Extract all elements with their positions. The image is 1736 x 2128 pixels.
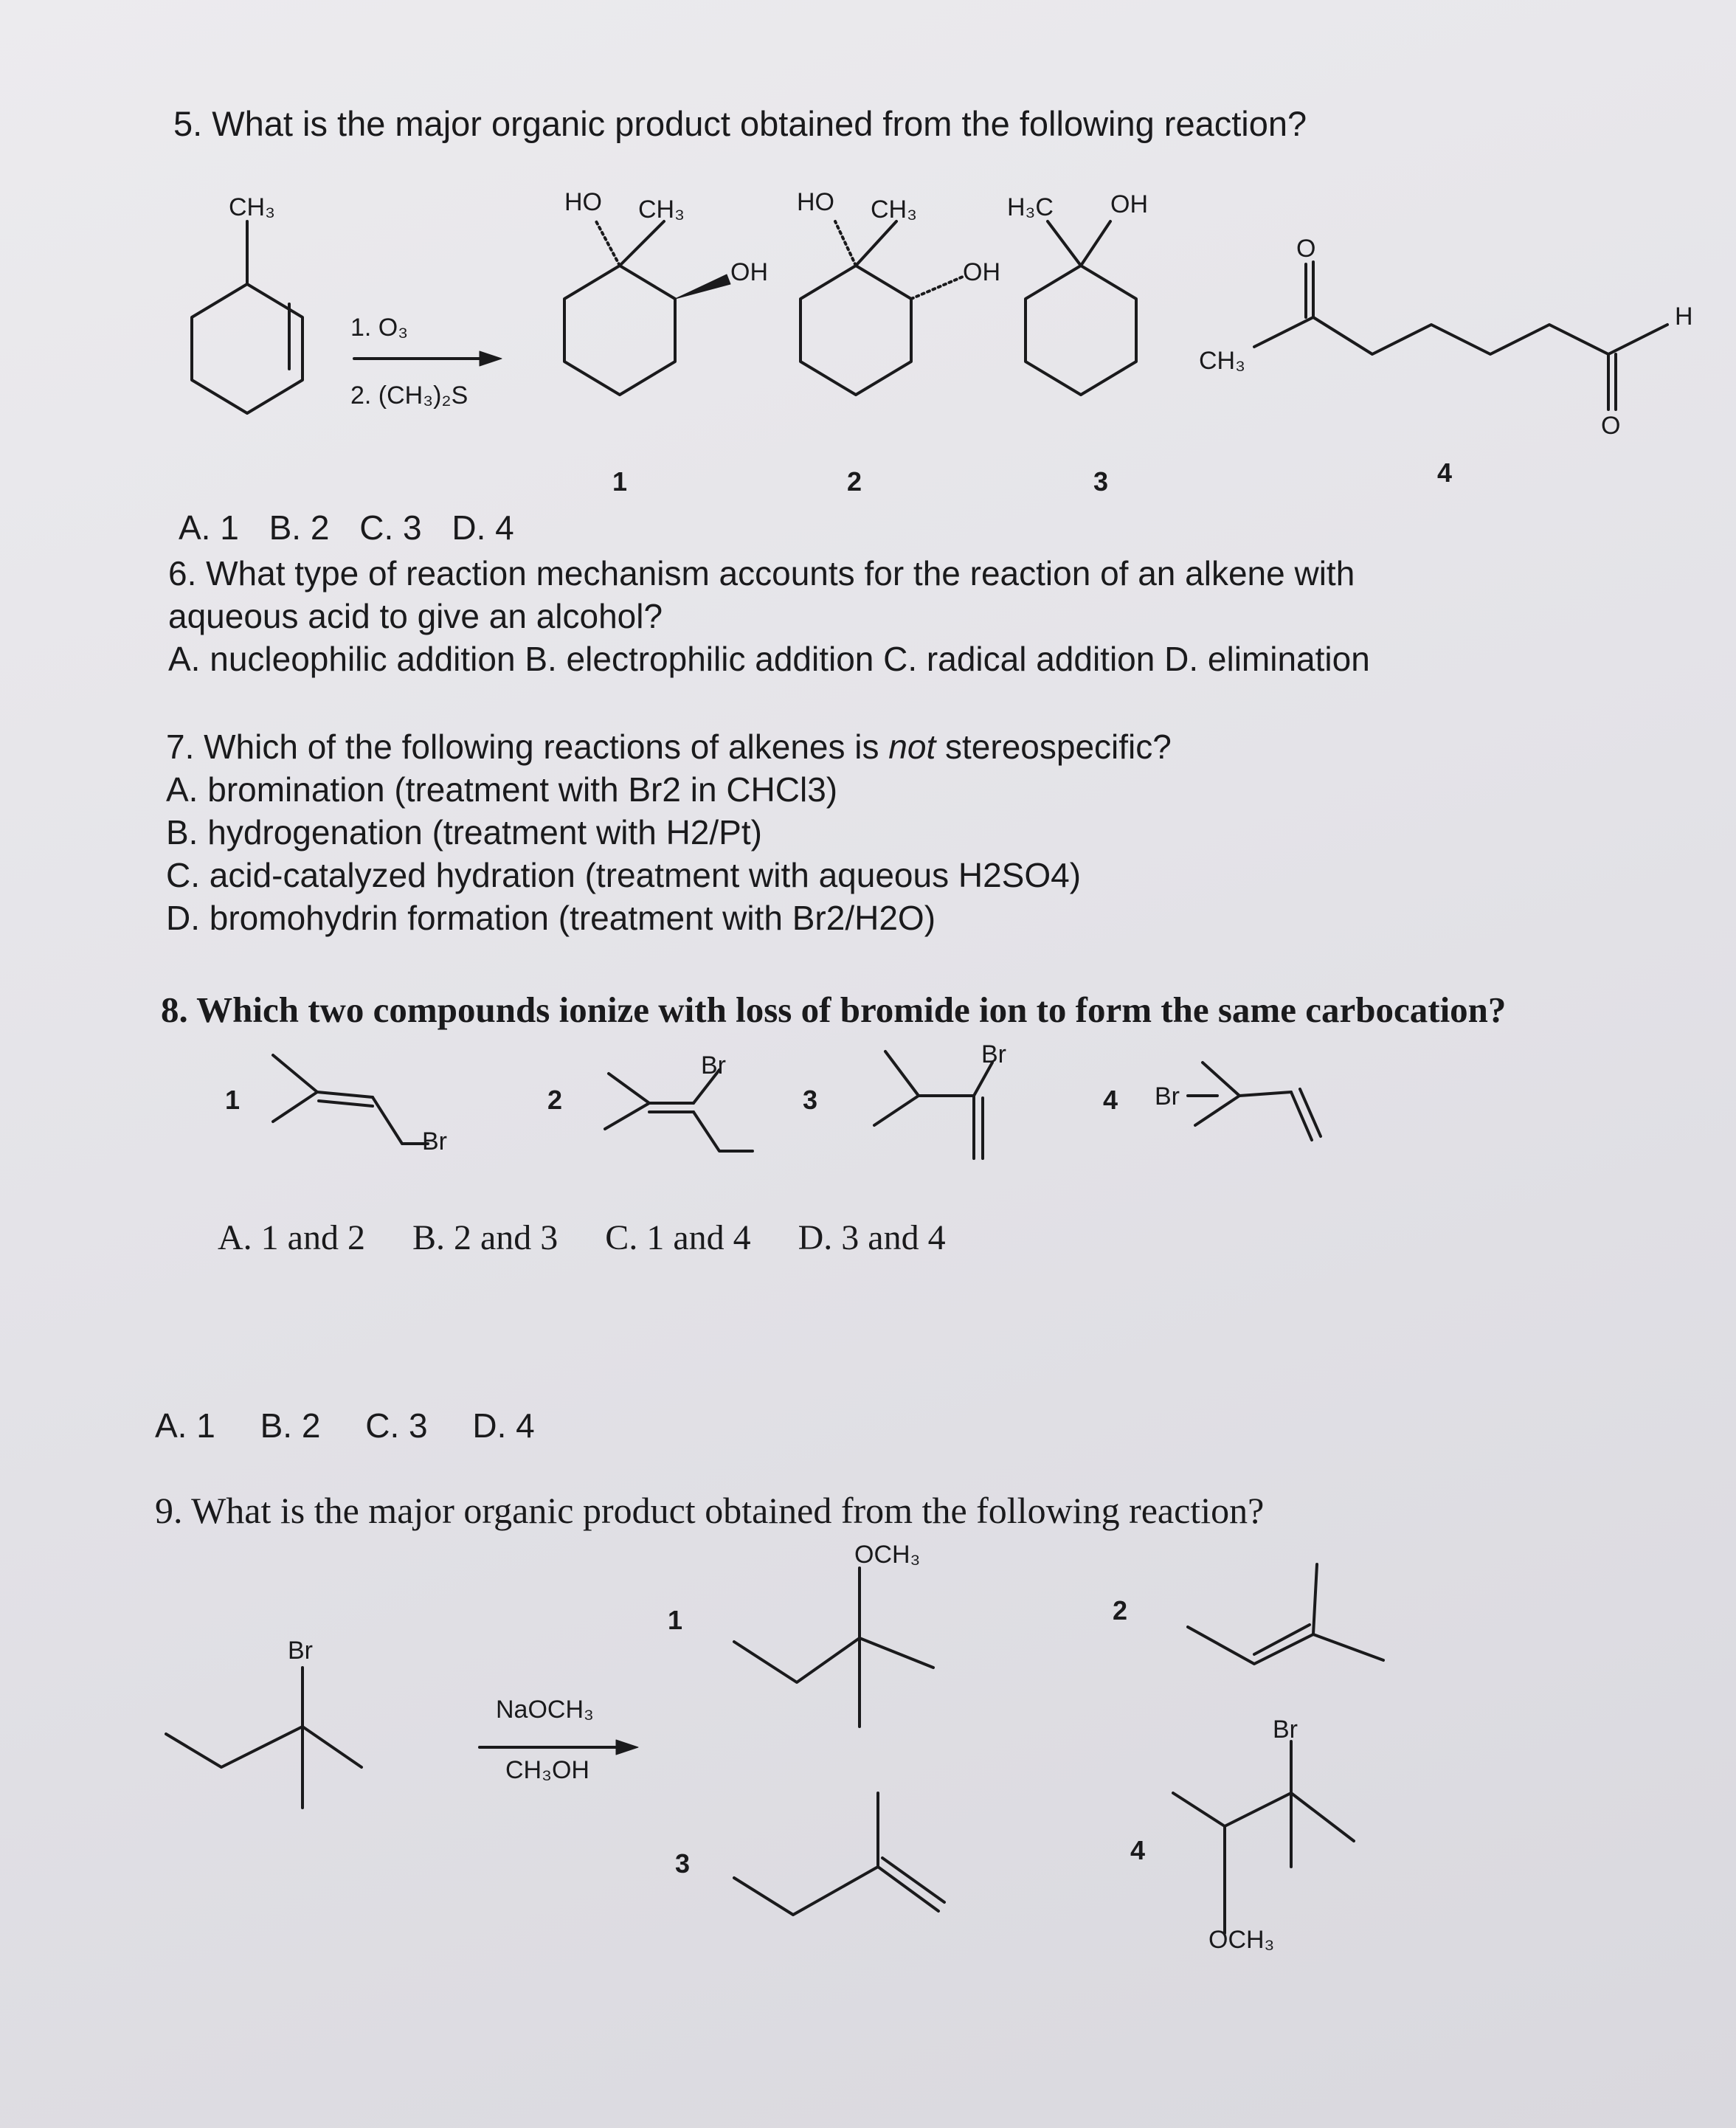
q5-question: 5. What is the major organic product obtained from the following reaction? <box>173 104 1307 143</box>
q5-option-d[interactable]: D. 4 <box>452 508 514 547</box>
q9-product-2-structure <box>1188 1564 1383 1664</box>
q8-compound-1-structure <box>273 1055 428 1144</box>
q9-product-3-structure <box>734 1793 944 1915</box>
answer-option-b[interactable]: B. 2 <box>260 1406 321 1445</box>
q5-reactant-structure <box>192 221 302 413</box>
q8-option-a[interactable]: A. 1 and 2 <box>218 1218 365 1257</box>
q6-question-line-1: 6. What type of reaction mechanism accounts for the reaction of an alkene with <box>168 554 1355 593</box>
q8-label-2: 2 <box>547 1085 563 1115</box>
q5-product-2-structure <box>800 221 963 395</box>
q5-reagent-1: 1. O₃ <box>350 314 409 342</box>
q5-p4-h: H <box>1675 303 1693 331</box>
q5-product-1-structure <box>564 221 730 395</box>
q5-p3-h3c: H₃C <box>1007 193 1054 221</box>
q5-product-3-structure <box>1026 221 1136 395</box>
q5-p2-oh: OH <box>963 258 1000 286</box>
q8-option-d[interactable]: D. 3 and 4 <box>798 1218 946 1257</box>
q9-p1-och3: OCH₃ <box>854 1541 921 1569</box>
q9-question: 9. What is the major organic product obtained from the following reaction? <box>155 1490 1265 1531</box>
q8-compound-4-structure <box>1188 1063 1321 1140</box>
q5-p1-ch3: CH₃ <box>638 196 685 224</box>
q7-question-pre: 7. Which of the following reactions of alkenes is <box>166 728 889 766</box>
q5-option-c[interactable]: C. 3 <box>359 508 422 547</box>
q8-br-3: Br <box>981 1040 1006 1068</box>
q7-option-d[interactable]: D. bromohydrin formation (treatment with Br2/H2O) <box>166 899 936 937</box>
q8-options <box>218 1217 946 1258</box>
q5-options <box>179 508 535 547</box>
q5-reaction-arrow <box>354 351 502 366</box>
q5-label-3: 3 <box>1093 466 1109 497</box>
q7-option-c[interactable]: C. acid-catalyzed hydration (treatment with aqueous H2SO4) <box>166 856 1082 894</box>
q7-question <box>166 727 1172 767</box>
q5-p1-oh: OH <box>730 258 768 286</box>
q7-option-a[interactable]: A. bromination (treatment with Br2 in CHCl3) <box>166 770 838 809</box>
q5-p1-ho: HO <box>564 188 602 216</box>
q9-reactant-structure <box>166 1668 362 1808</box>
q5-reagent-2: 2. (CH₃)₂S <box>350 381 468 410</box>
q5-option-b[interactable]: B. 2 <box>269 508 330 547</box>
q8-label-4: 4 <box>1103 1085 1118 1115</box>
answer-option-c[interactable]: C. 3 <box>365 1406 428 1445</box>
q8-compound-3-structure <box>874 1051 992 1158</box>
q5-p4-o-top: O <box>1296 235 1316 263</box>
q8-answer-options <box>155 1406 556 1445</box>
q9-product-4-structure <box>1173 1741 1354 1933</box>
q8-br-1: Br <box>422 1127 447 1155</box>
answer-option-a[interactable]: A. 1 <box>155 1406 215 1445</box>
answer-option-d[interactable]: D. 4 <box>472 1406 535 1445</box>
q9-p4-och3: OCH₃ <box>1208 1926 1275 1954</box>
q9-reagent-bottom: CH₃OH <box>505 1756 589 1784</box>
q5-p2-ch3: CH₃ <box>871 196 917 224</box>
q7-question-emphasis: not <box>888 728 936 766</box>
q9-reaction-arrow <box>480 1740 638 1755</box>
q5-p4-ch3: CH₃ <box>1199 347 1245 375</box>
q8-label-3: 3 <box>803 1085 818 1115</box>
q9-label-4: 4 <box>1130 1835 1146 1865</box>
q9-label-3: 3 <box>675 1848 691 1879</box>
q5-label-4: 4 <box>1437 457 1453 488</box>
q5-label-1: 1 <box>612 466 628 497</box>
q8-label-1: 1 <box>225 1085 241 1115</box>
q7-question-post: stereospecific? <box>936 728 1172 766</box>
q8-br-2: Br <box>701 1051 726 1079</box>
q9-reactant-br: Br <box>288 1637 313 1665</box>
q7-option-b[interactable]: B. hydrogenation (treatment with H2/Pt) <box>166 813 762 851</box>
q8-br-4: Br <box>1155 1082 1180 1110</box>
q5-p4-o-bottom: O <box>1601 412 1621 440</box>
q5-reactant-ch3: CH₃ <box>229 193 275 221</box>
q8-option-b[interactable]: B. 2 and 3 <box>412 1218 559 1257</box>
q5-option-a[interactable]: A. 1 <box>179 508 239 547</box>
q8-question: 8. Which two compounds ionize with loss of bromide ion to form the same carbocation? <box>161 989 1507 1030</box>
q8-compound-2-structure <box>605 1070 753 1151</box>
q9-p4-br: Br <box>1273 1716 1298 1744</box>
q5-product-4-structure <box>1254 262 1667 410</box>
q5-p3-oh: OH <box>1110 190 1148 218</box>
q9-label-1: 1 <box>668 1605 683 1635</box>
q9-reagent-top: NaOCH₃ <box>496 1696 594 1724</box>
q5-label-2: 2 <box>847 466 862 497</box>
q6-question-line-2: aqueous acid to give an alcohol? <box>168 597 663 635</box>
q6-options[interactable]: A. nucleophilic addition B. electrophilic addition C. radical addition D. elimination <box>168 640 1370 678</box>
q9-label-2: 2 <box>1113 1595 1128 1626</box>
q9-product-1-structure <box>734 1568 933 1727</box>
q5-p2-ho: HO <box>797 188 834 216</box>
q8-option-c[interactable]: C. 1 and 4 <box>605 1218 751 1257</box>
